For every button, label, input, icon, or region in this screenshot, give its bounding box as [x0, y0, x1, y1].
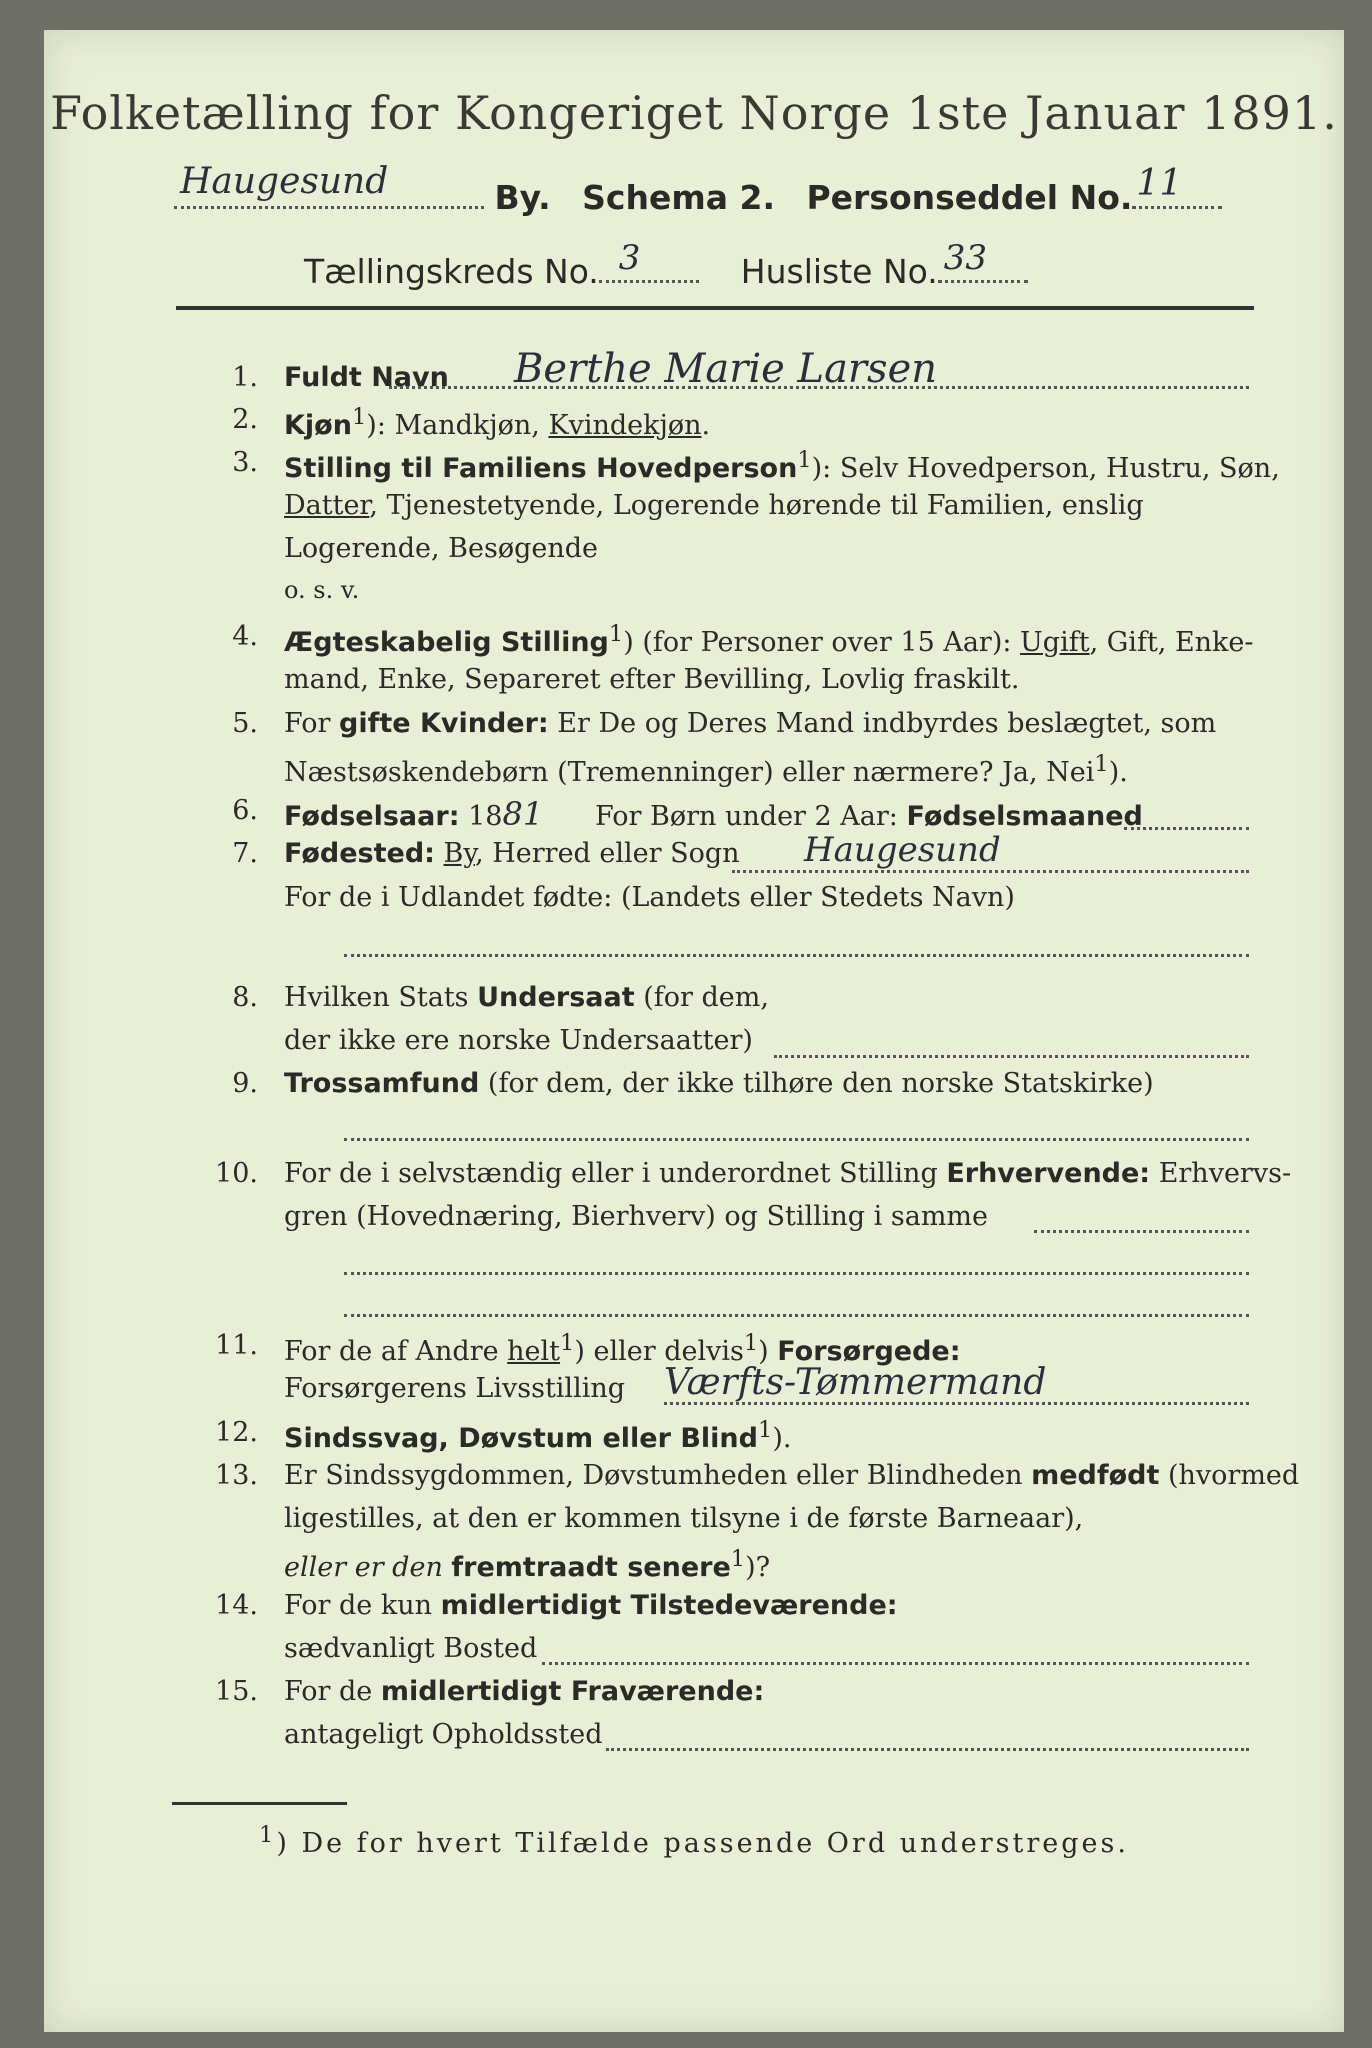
item-3-line-4: o. s. v. [284, 576, 360, 604]
item-15-line-2: antageligt Opholdssted [284, 1719, 603, 1750]
item-number: 12. [215, 1417, 258, 1448]
item-text: , Gift, Enke- [1089, 627, 1254, 658]
item-label: Ægteskabelig Stilling [284, 627, 609, 658]
item-3-line-3: Logerende, Besøgende [284, 533, 598, 564]
foreign-birthplace-field-line [344, 954, 1249, 957]
item-label: Undersaat [477, 982, 635, 1013]
item-text: (for dem, [634, 982, 769, 1013]
item-number: 10. [215, 1158, 258, 1189]
item-4-line-2: mand, Enke, Separeret efter Bevilling, Lovlig fraskilt. [284, 664, 1020, 695]
underlined-answer: Ugift [1020, 627, 1090, 658]
footnote-text: ) De for hvert Tilfælde passende Ord understreges. [276, 1828, 1129, 1859]
taellingskreds-label: Tællingskreds No. [304, 252, 599, 291]
birthplace-field-line [732, 870, 1249, 873]
item-text: ) eller delvis [574, 1336, 744, 1367]
item-11-line-2: Forsørgerens Livsstilling [284, 1373, 626, 1404]
birth-year-handwritten: 81 [502, 795, 544, 833]
header-divider [176, 306, 1254, 310]
item-text: 18 [459, 801, 503, 832]
item-label: Fødested: [284, 838, 435, 869]
item-number: 13. [215, 1460, 258, 1491]
item-label: midlertidigt Fraværende: [380, 1676, 765, 1707]
item-number: 9. [232, 1068, 258, 1099]
underlined-answer: Datter [284, 490, 370, 521]
item-text [435, 838, 444, 869]
item-5-line-2: Næstsøskendebørn (Tremenninger) eller nærmere? Ja, Nei$^1$). [284, 751, 1128, 788]
item-label: Stilling til Familiens Hovedperson [284, 453, 798, 484]
citizenship-field-line [774, 1055, 1249, 1058]
usual-residence-field-line [542, 1662, 1249, 1665]
item-text: For [284, 708, 340, 739]
item-label: fremtraadt senere [451, 1552, 731, 1583]
header-line-kreds [304, 238, 1028, 291]
footnote [259, 1822, 1129, 1859]
item-number: 15. [215, 1676, 258, 1707]
underlined-answer: helt [507, 1336, 561, 1367]
name-handwritten: Berthe Marie Larsen [514, 346, 938, 392]
item-8-line-2: der ikke ere norske Undersaatter) [284, 1025, 753, 1056]
item-label: Erhvervende: [946, 1158, 1151, 1189]
item-label: medfødt [1031, 1460, 1160, 1491]
birthplace-handwritten: Haugesund [804, 830, 1001, 870]
temporary-residence-field-line [606, 1748, 1249, 1751]
occupation-field-line-1 [1034, 1230, 1249, 1233]
item-text: Er De og Deres Mand indbyrdes beslægtet, som [548, 708, 1217, 739]
schema-label: Schema 2. [582, 178, 775, 217]
item-text: )? [745, 1552, 771, 1583]
personseddel-label: Personseddel No. [806, 178, 1133, 217]
taellingskreds-field [599, 238, 699, 283]
item-text: For de af Andre [284, 1336, 508, 1367]
item-3-line-2 [284, 490, 1144, 521]
item-13-line-2: ligestilles, at den er kommen tilsyne i de første Barneaar), [284, 1503, 1084, 1534]
underlined-answer: By [443, 838, 476, 869]
husliste-number: 33 [943, 238, 987, 278]
religion-field-line [344, 1138, 1249, 1141]
item-label: Kjøn [284, 410, 352, 441]
item-text: Erhvervs- [1150, 1158, 1292, 1189]
item-text: For de [284, 1676, 381, 1707]
underlined-answer: Kvindekjøn [548, 410, 702, 441]
item-text: , Tjenestetyende, Logerende hørende til Familien, enslig [369, 490, 1144, 521]
item-text: ) (for Personer over 15 Aar): [623, 627, 1021, 658]
item-label: Forsørgede: [777, 1336, 961, 1367]
item-label: midlertidigt Tilstedeværende: [440, 1590, 898, 1621]
item-label: Fuldt Navn [284, 362, 449, 393]
item-number: 7. [232, 838, 258, 869]
item-text: For de kun [284, 1590, 441, 1621]
item-number: 4. [232, 621, 258, 652]
item-text: ) [758, 1336, 778, 1367]
item-text: (hvormed [1159, 1460, 1300, 1491]
item-label: Fødselsaar: [284, 801, 460, 832]
taellingskreds-number: 3 [618, 238, 641, 278]
item-text: Næstsøskendebørn (Tremenninger) eller nærmere? Ja, Nei [284, 757, 1095, 788]
item-text: eller er den [284, 1552, 452, 1583]
item-number: 1. [232, 362, 258, 393]
husliste-label: Husliste No. [740, 252, 938, 291]
item-text: ): Selv Hovedperson, Hustru, Søn, [811, 453, 1280, 484]
item-text: ): Mandkjøn, [366, 410, 549, 441]
item-text: ). [1108, 757, 1128, 788]
item-label: Trossamfund [284, 1068, 480, 1099]
item-text: For de i selvstændig eller i underordnet Stilling [284, 1158, 947, 1189]
item-number: 14. [215, 1590, 258, 1621]
item-10-line-2: gren (Hovednæring, Bierhverv) og Stilling i samme [284, 1201, 989, 1232]
item-number: 2. [232, 404, 258, 435]
item-number: 11. [215, 1330, 258, 1361]
personseddel-number: 11 [1136, 163, 1183, 204]
occupation-field-line-2 [344, 1272, 1249, 1275]
item-text: . [701, 410, 711, 441]
footnote-mark: 1 [259, 1822, 277, 1848]
item-text: , Herred eller Sogn [475, 838, 740, 869]
birth-month-field-line [1124, 827, 1249, 830]
item-13-line-3: eller er den fremtraadt senere$^1$)? [284, 1546, 771, 1583]
town-handwritten: Haugesund [180, 161, 389, 202]
item-text: Hvilken Stats [284, 982, 478, 1013]
header-line-town [174, 161, 1222, 217]
item-number: 5. [232, 708, 258, 739]
occupation-field-line-3 [344, 1314, 1249, 1317]
item-text: (for dem, der ikke tilhøre den norske Statskirke) [479, 1068, 1154, 1099]
by-label: By. [494, 178, 551, 217]
item-7-line-2: For de i Udlandet fødte: (Landets eller Stedets Navn) [284, 882, 1015, 913]
husliste-field [938, 238, 1028, 283]
item-text: Er Sindssygdommen, Døvstumheden eller Blindheden [284, 1460, 1032, 1491]
item-text: For Børn under 2 Aar: [586, 801, 907, 832]
item-text: ). [772, 1423, 792, 1454]
form-title: Folketælling for Kongeriget Norge 1ste Januar 1891. [50, 86, 1338, 140]
provider-occupation-handwritten: Værfts-Tømmermand [664, 1362, 1047, 1403]
item-14-line-2: sædvanligt Bosted [284, 1633, 538, 1664]
item-number: 3. [232, 447, 258, 478]
item-number: 8. [232, 982, 258, 1013]
item-number: 6. [232, 795, 258, 826]
item-label: Sindssvag, Døvstum eller Blind [284, 1423, 758, 1454]
census-form-sheet: Folketælling for Kongeriget Norge 1ste Januar 1891. Haugesund By. Schema 2. Personseddel No. 11 Tællingskreds No. 3 Husliste No. 33 1. Fuldt Navn Berthe Marie Larsen 2. Kjøn$^1$): Mandkjøn, Kvindekjøn. 3. Stilling til Familiens Hovedperson$^1$): Selv Hovedperson, Hustru, Søn, Datter, Tjenestetyende, Logerende hørende til Familien, enslig Logerende, Besøgende o. s. v. 4. Ægteskabelig Stilling$^1$) (for Personer over 15 Aar): Ugift, Gift, Enke- mand, Enke, Separeret efter Bevilling, Lovlig fraskilt. 5. For gifte Kvinder: Er De og Deres Mand indbyrdes beslægtet, som Næstsøskendebørn (Tremenninger) eller nærmere? Ja, Nei$^1$). 6. Fødselsaar: 1881 For Børn under 2 Aar: Fødselsmaaned 7. Fødested: By, Herred eller Sogn Haugesund For de i Udlandet fødte: (Landets eller Stedets Navn) 8. Hvilken Stats Undersaat (for dem, der ikke ere norske Undersaatter) 9. Trossamfund (for dem, der ikke tilhøre den norske Statskirke) 10. For de i selvstændig eller i underordnet Stilling Erhvervende: Erhvervs- gren (Hovednæring, Bierhverv) og Stilling i samme 11. For de af Andre helt$^1$) eller delvis$^1$) Forsørgede: Forsørgerens Livsstilling Værfts-Tømmermand 12. Sindssvag, Døvstum eller Blind$^1$). 13. Er Sindssygdommen, Døvstumheden eller Blindheden medfødt (hvormed ligestilles, at den er kommen tilsyne i de første Barneaar), eller er den fremtraadt senere$^1$)? 14. For de kun midlertidigt Tilstedeværende: sædvanligt Bosted 15. For de midlertidigt Fraværende: antageligt Opholdssted $^1$) De for hvert Tilfælde passende Ord understreges. [44, 30, 1344, 2032]
town-field [174, 161, 484, 209]
item-label: gifte Kvinder: [339, 708, 549, 739]
footnote-divider [172, 1802, 347, 1805]
footnote-mark: 1 [351, 404, 367, 430]
item-label: Fødselsmaaned [906, 801, 1143, 832]
personseddel-field [1132, 163, 1222, 209]
